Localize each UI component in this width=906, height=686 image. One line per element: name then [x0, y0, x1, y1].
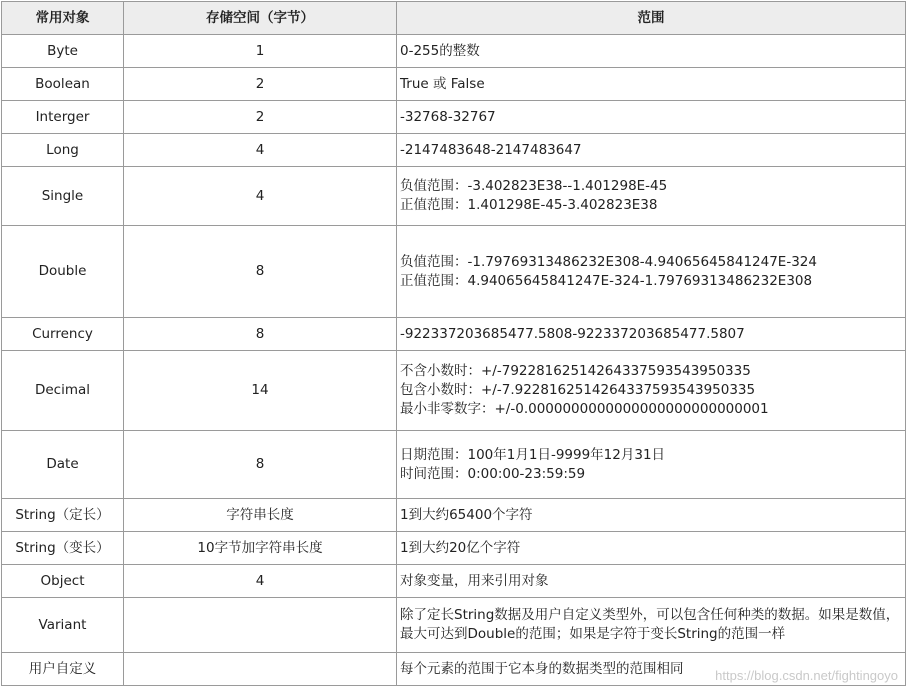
range-cell — [397, 167, 906, 226]
type-cell: Object — [2, 565, 124, 598]
size-cell: 10字节加字符串长度 — [124, 532, 397, 565]
range-cell — [397, 134, 906, 167]
size-cell: 字符串长度 — [124, 499, 397, 532]
table-row — [2, 653, 906, 686]
type-cell: Double — [2, 226, 124, 318]
size-cell: 8 — [124, 431, 397, 499]
table-row — [2, 431, 906, 499]
range-line: -922337203685477.5808-922337203685477.5807 — [400, 325, 745, 342]
table-row — [2, 499, 906, 532]
type-cell: Long — [2, 134, 124, 167]
table-row — [2, 565, 906, 598]
range-line: 0-255的整数 — [400, 42, 480, 59]
table-row — [2, 318, 906, 351]
range-line: 正值范围：1.401298E-45-3.402823E38 — [400, 197, 658, 213]
range-cell — [397, 226, 906, 318]
table-row — [2, 101, 906, 134]
range-line: 对象变量，用来引用对象 — [400, 572, 549, 589]
header-range: 范围 — [397, 2, 906, 35]
range-line: 正值范围：4.94065645841247E-324-1.79769313486232E308 — [400, 272, 813, 289]
data-type-table — [1, 1, 906, 686]
range-line: True 或 False — [400, 75, 485, 92]
type-cell: Currency — [2, 318, 124, 351]
type-cell: 用户自定义 — [2, 653, 124, 686]
type-cell: Variant — [2, 598, 124, 653]
type-cell: String（变长） — [2, 532, 124, 565]
range-cell — [397, 101, 906, 134]
watermark: https://blog.csdn.net/fightingoyo — [715, 668, 898, 683]
range-line: 每个元素的范围于它本身的数据类型的范围相同 — [400, 660, 684, 677]
range-line: 包含小数时：+/-7.9228162514264337593543950335 — [400, 382, 756, 398]
range-cell — [397, 318, 906, 351]
range-line: 负值范围：-1.79769313486232E308-4.94065645841247E-324 — [400, 253, 817, 270]
range-cell — [397, 565, 906, 598]
range-line: 1到大约65400个字符 — [400, 506, 533, 523]
size-cell: 1 — [124, 35, 397, 68]
range-cell — [397, 653, 906, 686]
table-header-row — [2, 2, 906, 35]
table-row — [2, 68, 906, 101]
range-line: 负值范围：-3.402823E38--1.401298E-45 — [400, 178, 668, 194]
table-row — [2, 351, 906, 431]
size-cell: 4 — [124, 134, 397, 167]
range-line: 不含小数时：+/-79228162514264337593543950335 — [400, 363, 751, 379]
range-line: -2147483648-2147483647 — [400, 141, 582, 158]
range-line: 1到大约20亿个字符 — [400, 539, 521, 556]
type-cell: Boolean — [2, 68, 124, 101]
size-cell — [124, 598, 397, 653]
table-row — [2, 598, 906, 653]
table-row — [2, 35, 906, 68]
type-cell: Single — [2, 167, 124, 226]
header-common-object: 常用对象 — [2, 2, 124, 35]
range-cell — [397, 598, 906, 653]
range-cell — [397, 499, 906, 532]
size-cell: 14 — [124, 351, 397, 431]
type-cell: String（定长） — [2, 499, 124, 532]
range-cell — [397, 431, 906, 499]
table-row — [2, 226, 906, 318]
size-cell: 8 — [124, 318, 397, 351]
range-line: 日期范围：100年1月1日-9999年12月31日 — [400, 446, 666, 463]
range-line: 最小非零数字：+/-0.0000000000000000000000000001 — [400, 401, 769, 417]
type-cell: Date — [2, 431, 124, 499]
table-row — [2, 134, 906, 167]
range-line: 时间范围：0:00:00-23:59:59 — [400, 465, 586, 482]
size-cell: 4 — [124, 565, 397, 598]
range-line: -32768-32767 — [400, 108, 496, 125]
range-cell — [397, 351, 906, 431]
table-row — [2, 532, 906, 565]
size-cell — [124, 653, 397, 686]
range-line: 除了定长String数据及用户自定义类型外，可以包含任何种类的数据。如果是数值，最大可达到Double的范围；如果是字符于变长String的范围一样 — [400, 607, 900, 642]
header-storage-bytes: 存储空间（字节） — [124, 2, 397, 35]
range-cell — [397, 35, 906, 68]
size-cell: 2 — [124, 68, 397, 101]
size-cell: 4 — [124, 167, 397, 226]
size-cell: 8 — [124, 226, 397, 318]
range-cell — [397, 68, 906, 101]
table-row — [2, 167, 906, 226]
size-cell: 2 — [124, 101, 397, 134]
type-cell: Decimal — [2, 351, 124, 431]
type-cell: Byte — [2, 35, 124, 68]
type-cell: Interger — [2, 101, 124, 134]
range-cell — [397, 532, 906, 565]
